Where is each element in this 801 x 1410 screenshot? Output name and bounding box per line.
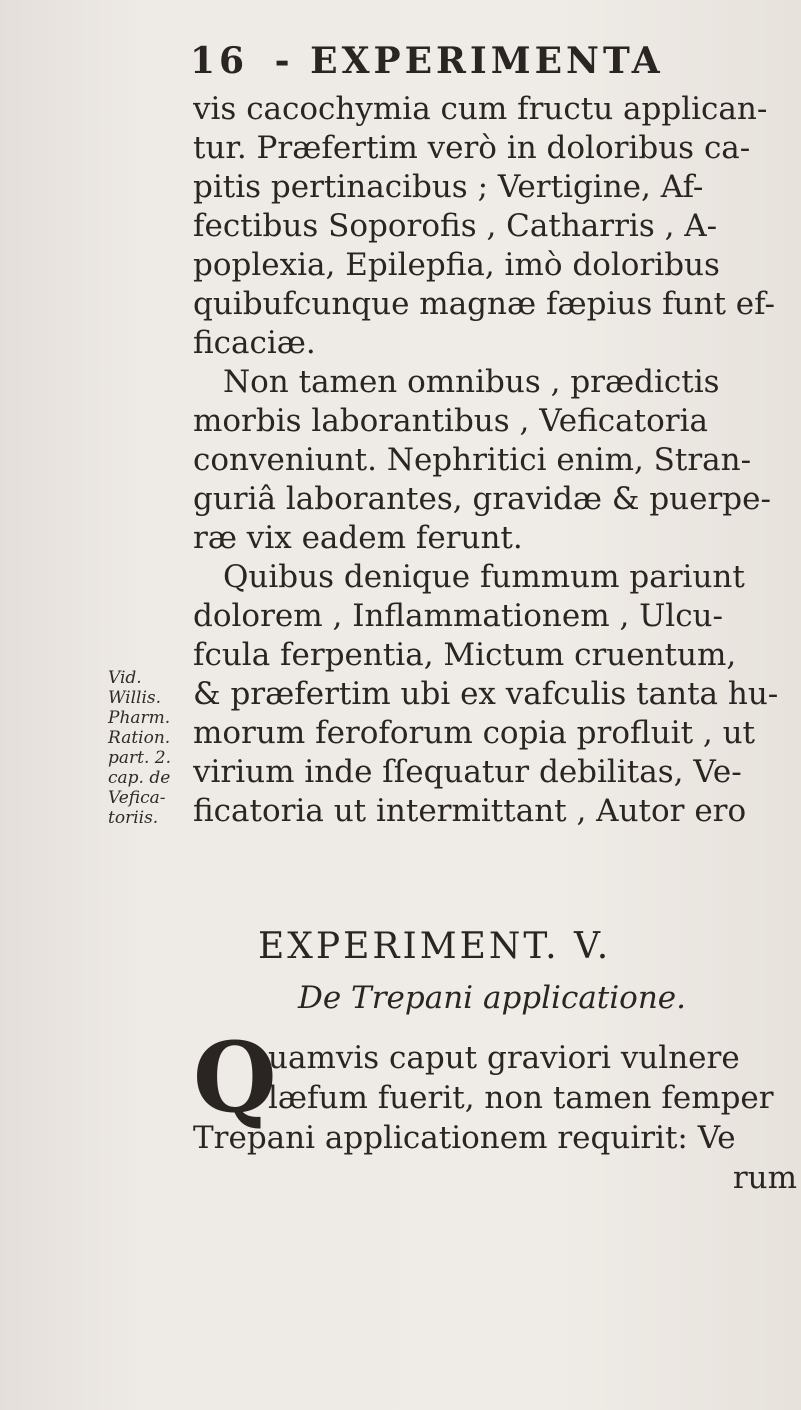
text-line: & præfertim ubi ex vafculis tanta hu- [193,676,779,712]
drop-cap: Q [193,1021,277,1134]
margin-note: cap. de [108,768,171,788]
text-line: rum [732,1160,797,1196]
text-line: vis cacochymia cum fructu applican- [193,91,768,127]
page-header [190,40,664,82]
margin-note: Ration. [108,728,171,748]
text-line: morbis laborantibus , Veficatoria [193,403,708,439]
text-line: ficatoria ut intermittant , Autor ero [193,793,747,829]
text-line: guriâ laborantes, gravidæ & puerpe- [193,481,771,517]
text-line: quibufcunque magnæ fæpius funt ef- [193,286,775,322]
page-number: 16 [190,40,249,82]
text-line: conveniunt. Nephritici enim, Stran- [193,442,752,478]
section-subtitle: De Trepani applicatione. [298,980,686,1016]
margin-note: part. 2. [108,748,172,768]
text-line: ficaciæ. [193,325,316,361]
text-line: ræ vix eadem ferunt. [193,520,523,556]
text-line: fectibus Soporofis , Catharris , A- [193,208,718,244]
text-line: dolorem , Inflammationem , Ulcu- [193,598,723,634]
text-line: Trepani applicationem requirit: Ve [193,1120,736,1156]
text-line: uamvis caput graviori vulnere [268,1040,740,1076]
margin-notes [108,668,193,828]
text-line: pitis pertinacibus ; Vertigine, Af- [193,169,704,205]
text-line: Non tamen omnibus , prædictis [223,364,720,400]
text-line: læfum fuerit, non tamen femper [268,1080,774,1116]
margin-note: Pharm. [108,708,171,728]
margin-note: Vid. [108,668,142,688]
running-title: - EXPERIMENTA [274,40,664,82]
text-line: Quibus denique fummum pariunt [223,559,745,595]
margin-note: Vefica- [108,788,166,808]
main-paragraphs [193,90,797,831]
text-line: virium inde ſſequatur debilitas, Ve- [193,754,742,790]
margin-note: toriis. [108,808,159,828]
text-line: poplexia, Epilepfia, imò doloribus [193,247,720,283]
section-heading: EXPERIMENT. V. [258,926,612,967]
text-line: fcula ferpentia, Mictum cruentum, [193,637,737,673]
margin-note: Willis. [108,688,162,708]
text-line: morum feroforum copia profluit , ut [193,715,756,751]
section-paragraph [193,1038,797,1198]
text-line: tur. Præfertim verò in doloribus ca- [193,130,751,166]
